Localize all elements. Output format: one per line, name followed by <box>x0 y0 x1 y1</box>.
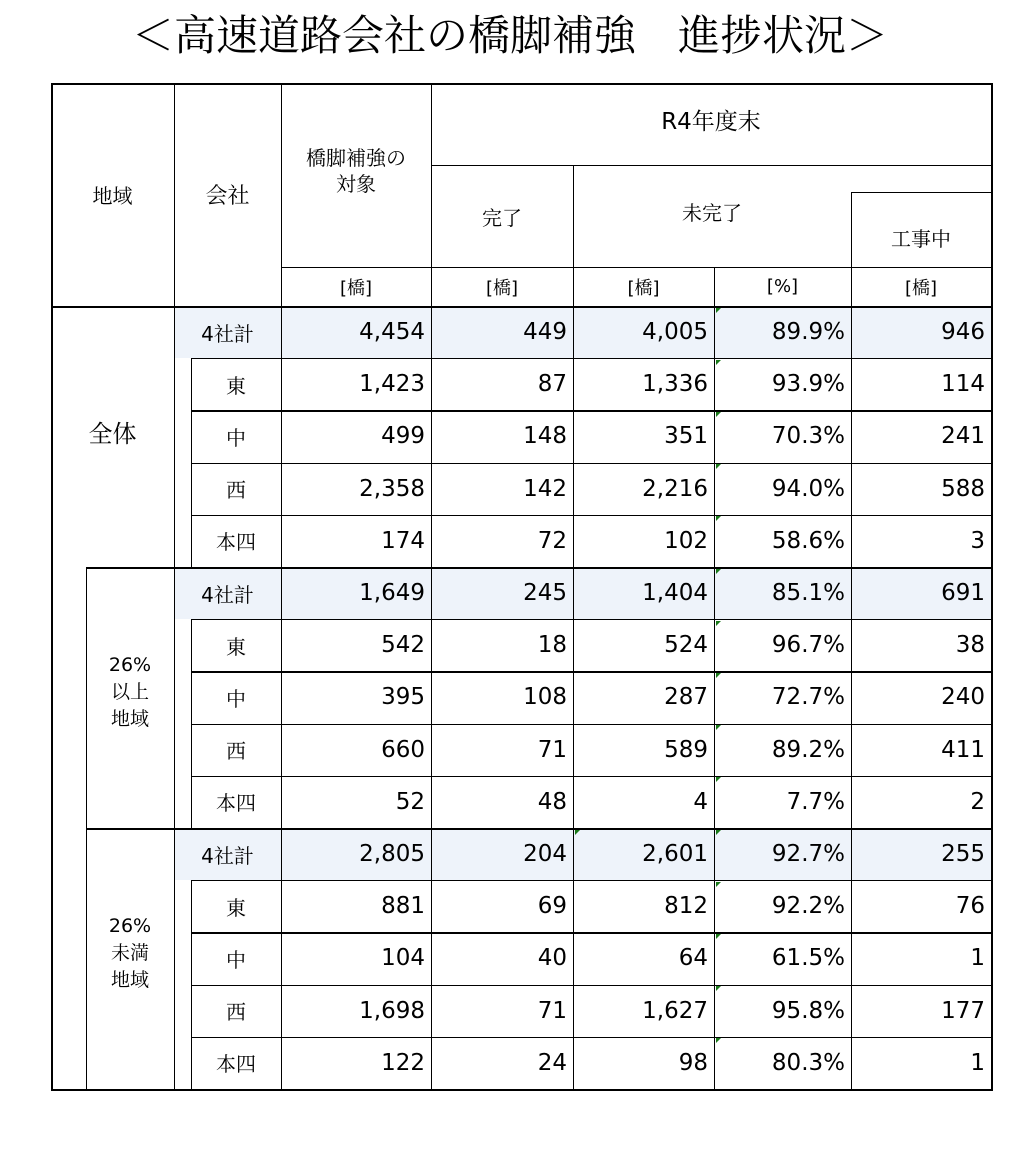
value-percent: 92.7% <box>771 841 845 868</box>
value-not-done: 2,216 <box>642 475 708 502</box>
cell-indicator-icon <box>716 569 721 574</box>
value-percent: 61.5% <box>771 945 845 972</box>
value-percent: 94.0% <box>771 475 845 502</box>
value-done: 71 <box>537 997 567 1024</box>
cell-indicator-icon <box>716 673 721 678</box>
company-label: 東 <box>226 895 246 920</box>
company-label: 本四 <box>216 791 256 816</box>
cell-indicator-icon <box>716 1038 721 1043</box>
value-not-done: 812 <box>664 893 708 920</box>
unit-label: [橋] <box>485 277 519 299</box>
value-done: 148 <box>523 423 567 450</box>
unit-label: [橋] <box>627 277 660 299</box>
value-target: 2,805 <box>359 841 425 868</box>
grid-line <box>51 306 991 308</box>
value-in-progress: 114 <box>941 371 985 398</box>
grid-line <box>431 165 991 166</box>
grid-line <box>191 671 991 672</box>
grid-line <box>191 358 192 567</box>
grid-line <box>86 828 991 830</box>
value-percent: 85.1% <box>771 580 845 607</box>
header-region: 地域 <box>92 184 133 208</box>
company-label: 中 <box>226 686 246 711</box>
value-done: 87 <box>537 371 567 398</box>
grid-line <box>191 515 991 516</box>
value-done: 204 <box>523 841 567 868</box>
header-done: 完了 <box>482 205 522 230</box>
grid-line <box>851 192 991 193</box>
value-done: 48 <box>537 788 567 815</box>
grid-line <box>191 410 991 411</box>
value-not-done: 1,404 <box>642 580 708 607</box>
value-in-progress: 1 <box>970 1049 985 1076</box>
value-in-progress: 411 <box>941 736 985 763</box>
value-target: 881 <box>381 893 425 920</box>
region-label: 26% 未満 地域 <box>108 915 152 991</box>
grid-line <box>191 724 991 725</box>
value-not-done: 287 <box>664 684 708 711</box>
value-done: 69 <box>537 893 567 920</box>
value-done: 449 <box>523 319 567 346</box>
header-period: R4年度末 <box>661 108 761 135</box>
grid-line <box>191 358 991 359</box>
grid-line <box>191 880 192 1089</box>
value-not-done: 351 <box>664 423 708 450</box>
cell-indicator-icon <box>716 621 721 626</box>
cell-indicator-icon <box>716 360 721 365</box>
value-target: 1,698 <box>359 997 425 1024</box>
company-label: 4社計 <box>201 321 254 346</box>
grid-line <box>191 1037 991 1038</box>
cell-indicator-icon <box>716 464 721 469</box>
table-border-right <box>991 83 993 1091</box>
grid-line <box>573 165 574 1089</box>
value-target: 660 <box>381 736 425 763</box>
page-title: ＜高速道路会社の橋脚補強 進捗状況＞ <box>131 11 888 60</box>
company-label: 中 <box>226 425 246 450</box>
company-label: 西 <box>226 478 246 503</box>
value-target: 542 <box>381 632 425 659</box>
grid-line <box>191 619 192 828</box>
value-in-progress: 1 <box>970 945 985 972</box>
company-label: 本四 <box>216 530 256 555</box>
value-not-done: 4 <box>693 788 708 815</box>
value-target: 1,423 <box>359 371 425 398</box>
value-target: 122 <box>381 1049 425 1076</box>
value-target: 104 <box>381 945 425 972</box>
value-percent: 80.3% <box>771 1049 845 1076</box>
value-percent: 89.2% <box>771 736 845 763</box>
company-label: 4社計 <box>201 843 254 868</box>
cell-indicator-icon <box>716 725 721 730</box>
company-label: 中 <box>226 947 246 972</box>
value-not-done: 589 <box>664 736 708 763</box>
value-not-done: 2,601 <box>642 841 708 868</box>
value-percent: 93.9% <box>771 371 845 398</box>
value-target: 174 <box>381 527 425 554</box>
region-label: 26% 以上 地域 <box>108 654 152 730</box>
cell-indicator-icon <box>716 308 721 313</box>
unit-label: [%] <box>766 276 799 297</box>
cell-indicator-icon <box>716 934 721 939</box>
cell-indicator-icon <box>575 830 580 835</box>
value-in-progress: 76 <box>955 893 985 920</box>
value-in-progress: 241 <box>941 423 985 450</box>
company-label: 西 <box>226 739 246 764</box>
value-in-progress: 2 <box>970 788 985 815</box>
company-label: 東 <box>226 373 246 398</box>
grid-line <box>714 267 715 1089</box>
unit-label: [橋] <box>339 277 373 299</box>
value-percent: 58.6% <box>771 527 845 554</box>
grid-line <box>191 619 991 620</box>
value-in-progress: 588 <box>941 475 985 502</box>
value-not-done: 64 <box>678 945 708 972</box>
grid-line <box>431 83 432 1089</box>
table-border-left <box>51 83 53 1089</box>
company-label: 4社計 <box>201 582 254 607</box>
cell-indicator-icon <box>716 986 721 991</box>
value-percent: 70.3% <box>771 423 845 450</box>
header-not-done: 未完了 <box>682 200 742 225</box>
value-done: 142 <box>523 475 567 502</box>
value-in-progress: 691 <box>941 580 985 607</box>
grid-line <box>851 192 852 1089</box>
value-percent: 72.7% <box>771 684 845 711</box>
value-percent: 92.2% <box>771 893 845 920</box>
value-done: 71 <box>537 736 567 763</box>
value-done: 108 <box>523 684 567 711</box>
grid-line <box>174 83 175 1089</box>
value-in-progress: 177 <box>941 997 985 1024</box>
value-percent: 96.7% <box>771 632 845 659</box>
value-done: 24 <box>537 1049 567 1076</box>
value-done: 40 <box>537 945 567 972</box>
region-label: 全体 <box>88 420 137 448</box>
value-not-done: 1,627 <box>642 997 708 1024</box>
value-target: 395 <box>381 684 425 711</box>
value-percent: 89.9% <box>771 319 845 346</box>
value-target: 2,358 <box>359 475 425 502</box>
value-in-progress: 3 <box>970 527 985 554</box>
cell-indicator-icon <box>716 777 721 782</box>
value-done: 72 <box>537 527 567 554</box>
value-not-done: 524 <box>664 632 708 659</box>
value-in-progress: 946 <box>941 319 985 346</box>
value-percent: 95.8% <box>771 997 845 1024</box>
cell-indicator-icon <box>716 830 721 835</box>
cell-indicator-icon <box>716 882 721 887</box>
value-target: 1,649 <box>359 580 425 607</box>
unit-label: [橋] <box>904 277 938 299</box>
value-in-progress: 255 <box>941 841 985 868</box>
grid-line <box>86 567 87 1089</box>
grid-line <box>191 985 991 986</box>
value-target: 52 <box>395 788 425 815</box>
grid-line <box>86 567 991 569</box>
grid-line <box>191 932 991 933</box>
company-label: 西 <box>226 1000 246 1025</box>
value-done: 245 <box>523 580 567 607</box>
grid-line <box>281 83 282 1089</box>
header-company: 会社 <box>205 184 250 209</box>
value-not-done: 1,336 <box>642 371 708 398</box>
value-target: 499 <box>381 423 425 450</box>
value-not-done: 102 <box>664 527 708 554</box>
grid-line <box>281 267 991 268</box>
cell-indicator-icon <box>716 412 721 417</box>
cell-indicator-icon <box>716 516 721 521</box>
value-done: 18 <box>537 632 567 659</box>
company-label: 本四 <box>216 1052 256 1077</box>
value-in-progress: 38 <box>955 632 985 659</box>
grid-line <box>191 880 991 881</box>
value-target: 4,454 <box>359 319 425 346</box>
value-in-progress: 240 <box>941 684 985 711</box>
value-percent: 7.7% <box>786 788 845 815</box>
value-not-done: 98 <box>678 1049 708 1076</box>
grid-line <box>191 463 991 464</box>
table-border-top <box>51 83 991 85</box>
grid-line <box>191 776 991 777</box>
value-not-done: 4,005 <box>642 319 708 346</box>
header-target: 橋脚補強の 対象 <box>306 146 406 196</box>
table-border-bottom <box>51 1089 991 1091</box>
company-label: 東 <box>226 634 246 659</box>
header-in-progress: 工事中 <box>891 227 951 251</box>
